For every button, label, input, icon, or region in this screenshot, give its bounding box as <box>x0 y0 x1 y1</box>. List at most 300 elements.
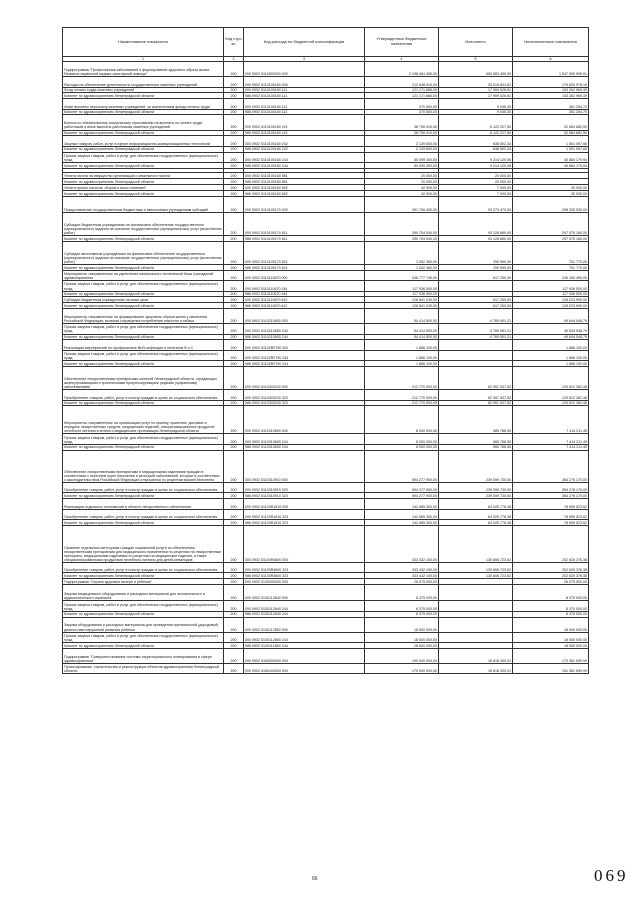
table-row <box>63 632 589 642</box>
row-kbk: 986 0902 5110100160 112 <box>244 109 365 115</box>
table-row <box>63 115 589 130</box>
table-row <box>63 509 589 519</box>
row-kbk: 986 0902 5110100160 119 <box>244 130 365 136</box>
row-kbk: 986 0902 5110310690 244 <box>244 444 365 450</box>
row-kbk: 000 0902 5110210650 000 <box>244 309 365 324</box>
table-row <box>63 212 589 235</box>
row-executed: 585 788,55 <box>439 444 513 450</box>
row-code: 200 <box>224 309 244 324</box>
table-row <box>63 340 589 350</box>
row-code: 200 <box>224 212 244 235</box>
row-name: Прочая закупка товаров, работ и услуг для обеспечения государственных (муниципальных) нужд <box>63 324 224 334</box>
row-kbk: 986 0902 51102R2790 244 <box>244 361 365 367</box>
row-executed: 82 957 637,52 <box>439 390 513 400</box>
row-code: 200 <box>224 632 244 642</box>
row-code: 200 <box>224 196 244 212</box>
row-unexecuted: 78 659 523,62 <box>513 509 589 519</box>
row-code: 200 <box>224 297 244 303</box>
row-name: Расходы на обеспечение деятельности государственных казенных учреждений <box>63 77 224 87</box>
row-unexecuted: 103 262 969,39 <box>513 87 589 93</box>
row-code: 200 <box>224 579 244 585</box>
row-approved: 50 099 300,00 <box>365 152 439 162</box>
row-kbk: 000 0902 51103R1610 323 <box>244 509 365 519</box>
row-name: Закупка медицинского оборудования и расходных материалов для неонатального и аудиологического скрининга <box>63 585 224 601</box>
row-unexecuted: 354 278 170,00 <box>513 450 589 482</box>
table-row <box>63 324 589 334</box>
row-kbk: 000 0902 5160104000 000 <box>244 663 365 673</box>
row-code: 200 <box>224 444 244 450</box>
row-name: Подпрограмма "Профилактика заболеваний и формирование здорового образа жизни. Развитие первичной медико-санитарной помощи" <box>63 62 224 77</box>
row-kbk: 986 0902 51103R1610 323 <box>244 520 365 526</box>
column-number: 2 <box>224 57 244 62</box>
row-unexecuted: 128 223 990,00 <box>513 297 589 303</box>
row-name: Проектирование, строительство и реконструкция объектов здравоохранения Ленинградской области <box>63 663 224 673</box>
row-executed: 9 045,30 <box>439 109 513 115</box>
row-name: Комитет по здравоохранению Ленинградской области <box>63 93 224 99</box>
row-code: 200 <box>224 162 244 168</box>
row-code: 200 <box>224 130 244 136</box>
row-approved: 212 648 910,00 <box>365 77 439 87</box>
table-header-row <box>63 28 589 57</box>
row-unexecuted: 173 381 699,99 <box>513 648 589 663</box>
row-approved: 18 500 000,00 <box>365 617 439 632</box>
row-code: 200 <box>224 350 244 360</box>
row-code: 200 <box>224 236 244 242</box>
row-code: 200 <box>224 303 244 309</box>
row-executed <box>439 340 513 350</box>
row-name: Комитет по здравоохранению Ленинградской области <box>63 291 224 297</box>
row-name: Субсидии бюджетным учреждениям на иные цели <box>63 297 224 303</box>
table-row <box>63 617 589 632</box>
row-code: 200 <box>224 663 244 673</box>
row-approved: 594 277 900,00 <box>365 493 439 499</box>
row-kbk: 000 0902 5110303230 323 <box>244 390 365 400</box>
row-kbk: 000 0902 5130112850 244 <box>244 632 365 642</box>
row-kbk: 986 0902 5130112840 244 <box>244 611 365 617</box>
row-kbk: 000 0902 51102R2790 000 <box>244 340 365 350</box>
row-kbk: 000 0902 5110100160 112 <box>244 99 365 109</box>
row-unexecuted: 7 414 211,45 <box>513 434 589 444</box>
row-unexecuted: 129 812 362,48 <box>513 390 589 400</box>
row-executed: 20 000,00 <box>439 173 513 179</box>
table-row <box>63 563 589 573</box>
row-kbk: 000 0902 5110000000 000 <box>244 62 365 77</box>
row-name: Закупка оборудования и расходных материалов для проведения пренатальной (дородовой) диагностики нарушений развития ребенка <box>63 617 224 632</box>
row-executed: 130 806 723,62 <box>439 573 513 579</box>
row-unexecuted: 1 866 100,00 <box>513 350 589 360</box>
row-unexecuted: 18 500 000,00 <box>513 643 589 649</box>
row-approved: 594 277 900,00 <box>365 450 439 482</box>
row-executed: 93 128 860,00 <box>439 212 513 235</box>
row-name: Комитет по здравоохранению Ленинградской области <box>63 611 224 617</box>
header-unexecuted: Неисполненные назначения <box>513 28 589 57</box>
row-executed: 16 618 300,01 <box>439 663 513 673</box>
row-executed: 93 379 470,00 <box>439 196 513 212</box>
row-executed: 9 214 120,06 <box>439 162 513 168</box>
row-kbk: 986 0902 51103R4600 323 <box>244 573 365 579</box>
row-approved: 54 414 500,00 <box>365 309 439 324</box>
row-code: 200 <box>224 190 244 196</box>
table-row <box>63 77 589 87</box>
row-code: 200 <box>224 563 244 573</box>
table-row <box>63 648 589 663</box>
row-executed: 7 000,00 <box>439 185 513 191</box>
sheet-stamp-number: 069 <box>594 866 629 885</box>
row-code: 200 <box>224 617 244 632</box>
table-row <box>63 406 589 434</box>
row-approved: 18 500 000,00 <box>365 643 439 649</box>
row-executed: 650 863 459,09 <box>439 62 513 77</box>
row-kbk: 000 0902 5130112850 000 <box>244 617 365 632</box>
row-executed: 239 099 730,00 <box>439 493 513 499</box>
row-code: 200 <box>224 270 244 280</box>
row-name: Комитет по здравоохранению Ленинградской области <box>63 643 224 649</box>
row-code: 200 <box>224 520 244 526</box>
row-code: 200 <box>224 62 244 77</box>
row-approved: 594 277 900,00 <box>365 483 439 493</box>
row-executed: 617 250,00 <box>439 303 513 309</box>
row-code: 200 <box>224 136 244 146</box>
row-kbk: 986 0902 5110100160 111 <box>244 93 365 99</box>
row-unexecuted: 151 381 699,99 <box>513 663 589 673</box>
row-approved: 2 139 600,00 <box>365 146 439 152</box>
row-code: 200 <box>224 185 244 191</box>
row-unexecuted: 298 326 930,00 <box>513 196 589 212</box>
table-row <box>63 601 589 611</box>
row-unexecuted: 35 000,00 <box>513 185 589 191</box>
table-row <box>63 367 589 390</box>
row-approved: 212 770 000,00 <box>365 390 439 400</box>
row-kbk: 000 0902 5110100170 621 <box>244 241 365 264</box>
row-executed: 250 590,00 <box>439 265 513 271</box>
row-executed: 4 769 951,21 <box>439 324 513 334</box>
row-name: Иные выплаты персоналу казенных учреждений, за исключением фонда оплаты труда <box>63 99 224 109</box>
row-kbk: 000 0902 5110310690 244 <box>244 434 365 444</box>
row-approved: 54 414 500,00 <box>365 334 439 340</box>
row-executed: 16 618 300,01 <box>439 648 513 663</box>
row-approved: 1 866 100,00 <box>365 350 439 360</box>
row-executed: 250 590,00 <box>439 241 513 264</box>
row-unexecuted: 7 414 211,45 <box>513 444 589 450</box>
row-kbk: 000 0902 5110100160 000 <box>244 77 365 87</box>
row-kbk: 986 0902 5130112850 244 <box>244 643 365 649</box>
row-unexecuted: 40 884 179,94 <box>513 162 589 168</box>
row-executed: 17 909 526,61 <box>439 93 513 99</box>
row-unexecuted: 202 625 376,38 <box>513 563 589 573</box>
row-code: 200 <box>224 173 244 179</box>
row-unexecuted: 32 584 682,50 <box>513 130 589 136</box>
header-kbk: Код расхода по бюджетной классификации <box>244 28 365 57</box>
row-executed: 17 909 526,61 <box>439 87 513 93</box>
row-code: 200 <box>224 281 244 291</box>
row-name: Комитет по здравоохранению Ленинградской области <box>63 303 224 309</box>
row-approved: 390 704 040,00 <box>365 212 439 235</box>
row-kbk: 986 0902 5110210650 244 <box>244 334 365 340</box>
column-number: 3 <box>244 57 365 62</box>
row-name: Комитет по здравоохранению Ленинградской области <box>63 130 224 136</box>
row-approved: 8 000 000,00 <box>365 434 439 444</box>
row-name: Комитет по здравоохранению Ленинградской области <box>63 361 224 367</box>
row-code: 200 <box>224 643 244 649</box>
table-row <box>63 152 589 162</box>
row-executed <box>439 601 513 611</box>
row-approved: 2 139 600,00 <box>365 136 439 146</box>
row-approved: 190 000 000,00 <box>365 648 439 663</box>
row-approved: 117 936 500,00 <box>365 291 439 297</box>
row-name: Комитет по здравоохранению Ленинградской области <box>63 573 224 579</box>
row-name: Мероприятия, направленные на организацию услуг по приему, хранению, доставке и передаче лекарственных средств, медицинских изделий, специализированных продуктов лечебного питания в аптеки и медицинские организации Ленинградской области <box>63 406 224 434</box>
row-approved: 8 000 000,00 <box>365 406 439 434</box>
row-name: Прочая закупка товаров, работ и услуг для обеспечения государственных (муниципальных) нужд <box>63 601 224 611</box>
row-kbk: 986 0902 5110110670 612 <box>244 303 365 309</box>
row-approved: 117 936 500,00 <box>365 281 439 291</box>
row-kbk: 000 0902 5110310910 323 <box>244 483 365 493</box>
row-executed: 64 025 776,38 <box>439 509 513 519</box>
row-unexecuted: 32 584 682,50 <box>513 115 589 130</box>
row-approved: 50 099 300,00 <box>365 162 439 168</box>
row-approved: 370 500,00 <box>365 99 439 109</box>
row-code: 200 <box>224 99 244 109</box>
row-kbk: 986 0902 5110100160 244 <box>244 162 365 168</box>
column-number: 6 <box>513 57 589 62</box>
row-unexecuted: 297 575 180,00 <box>513 236 589 242</box>
row-kbk: 000 0902 5110100160 852 <box>244 185 365 191</box>
row-name: Комитет по здравоохранению Ленинградской области <box>63 493 224 499</box>
row-executed: 638 502,34 <box>439 146 513 152</box>
row-unexecuted: 78 659 523,62 <box>513 499 589 509</box>
row-executed: 33 019 831,81 <box>439 77 513 87</box>
row-approved: 142 685 300,00 <box>365 520 439 526</box>
row-name: Субсидии бюджетным учреждениям на финансовое обеспечение государственного (муниципального) задания на оказание государственных (муниципальных) услуг (выполнение работ) <box>63 212 224 235</box>
table-row <box>63 350 589 360</box>
row-approved: 26 075 000,00 <box>365 579 439 585</box>
row-approved: 38 706 910,00 <box>365 115 439 130</box>
row-executed: 6 122 227,50 <box>439 130 513 136</box>
row-name: Подпрограмма "Охрана здоровья матери и ребенка" <box>63 579 224 585</box>
row-code: 200 <box>224 324 244 334</box>
row-approved: 170 000 000,00 <box>365 663 439 673</box>
row-kbk: 000 0902 5130112840 000 <box>244 585 365 601</box>
row-approved: 1 002 360,00 <box>365 265 439 271</box>
row-unexecuted: 297 575 180,00 <box>513 212 589 235</box>
row-code: 200 <box>224 450 244 482</box>
row-approved: 142 685 300,00 <box>365 499 439 509</box>
row-code: 200 <box>224 115 244 130</box>
row-kbk: 000 0902 5110100170 611 <box>244 212 365 235</box>
row-executed: 9 045,30 <box>439 99 513 109</box>
row-name: Приобретение товаров, работ, услуг в пользу граждан в целях их социального обеспечения <box>63 563 224 573</box>
row-kbk: 000 0902 5110310910 000 <box>244 450 365 482</box>
row-approved: 42 000,00 <box>365 185 439 191</box>
row-approved: 20 000,00 <box>365 179 439 185</box>
row-executed <box>439 632 513 642</box>
row-code: 200 <box>224 265 244 271</box>
row-code: 200 <box>224 334 244 340</box>
row-approved: 212 770 000,00 <box>365 400 439 406</box>
column-number: 5 <box>439 57 513 62</box>
table-row <box>63 309 589 324</box>
row-approved: 370 500,00 <box>365 109 439 115</box>
row-name: Мероприятия, направленные на формирование здорового образа жизни у населения Российской Федерации, включая сокращение потребления алкоголя и табака <box>63 309 224 324</box>
row-kbk: 000 0902 5110110670 612 <box>244 297 365 303</box>
table-row <box>63 196 589 212</box>
table-row <box>63 136 589 146</box>
row-approved: 1 002 360,00 <box>365 241 439 264</box>
row-executed: 617 250,00 <box>439 270 513 280</box>
row-name: Обеспечение лекарственными препаратами жителей Ленинградской области, страдающих жизнеугрожающими и хроническими прогрессирующими редкими (орфанными) заболеваниями <box>63 367 224 390</box>
row-kbk: 000 0902 51102R2790 244 <box>244 350 365 360</box>
row-name: Комитет по здравоохранению Ленинградской области <box>63 162 224 168</box>
row-code: 200 <box>224 390 244 400</box>
row-name: Комитет по здравоохранению Ленинградской области <box>63 190 224 196</box>
row-kbk: 986 0902 5110303230 323 <box>244 400 365 406</box>
row-approved: 2 198 464 455,00 <box>365 62 439 77</box>
row-code: 200 <box>224 361 244 367</box>
row-code: 200 <box>224 241 244 264</box>
row-unexecuted: 179 629 078,19 <box>513 77 589 87</box>
row-unexecuted: 49 644 548,79 <box>513 309 589 324</box>
row-kbk: 000 0902 5110100160 242 <box>244 136 365 146</box>
row-kbk: 000 0902 5130000000 000 <box>244 579 365 585</box>
row-name: Взносы по обязательному социальному страхованию на выплаты по оплате труда работников и иные выплаты работникам казенных учреждений <box>63 115 224 130</box>
row-name: Комитет по здравоохранению Ленинградской области <box>63 236 224 242</box>
table-row <box>63 99 589 109</box>
row-name: Прочая закупка товаров, работ и услуг для обеспечения государственных (муниципальных) нужд <box>63 434 224 444</box>
row-kbk: 000 0902 5110100160 119 <box>244 115 365 130</box>
row-name: Подпрограмма "Совершенствование системы территориального планирования в сфере здравоохранения" <box>63 648 224 663</box>
row-executed: 82 957 637,52 <box>439 400 513 406</box>
row-unexecuted: 103 262 969,39 <box>513 93 589 99</box>
row-kbk: 000 0902 5110100160 851 <box>244 173 365 179</box>
row-code: 200 <box>224 483 244 493</box>
row-code: 200 <box>224 152 244 162</box>
row-unexecuted: 8 375 000,00 <box>513 611 589 617</box>
row-name: Прочая закупка товаров, работ и услуг для обеспечения государственных (муниципальных) нужд <box>63 152 224 162</box>
row-unexecuted: 1 501 097,66 <box>513 136 589 146</box>
row-approved: 333 432 100,00 <box>365 525 439 562</box>
row-code: 200 <box>224 179 244 185</box>
row-approved: 1 866 100,00 <box>365 340 439 350</box>
row-code: 200 <box>224 648 244 663</box>
row-unexecuted: 1 547 590 995,91 <box>513 62 589 77</box>
row-executed <box>439 617 513 632</box>
row-kbk: 986 0902 5110100160 851 <box>244 179 365 185</box>
row-code: 200 <box>224 573 244 579</box>
row-kbk: 986 0902 5110100160 242 <box>244 146 365 152</box>
row-name: Уплата прочих налогов, сборов и иных платежей <box>63 185 224 191</box>
row-executed <box>439 585 513 601</box>
row-name: Реализация мероприятий по профилактике ВИЧ-инфекции и гепатитов В и С <box>63 340 224 350</box>
row-code: 200 <box>224 585 244 601</box>
row-kbk: 986 0902 5110100160 852 <box>244 190 365 196</box>
row-kbk: 986 0902 5110100170 621 <box>244 265 365 271</box>
row-executed: 239 099 730,00 <box>439 450 513 482</box>
row-name: Уплата налога на имущество организаций и земельного налога <box>63 173 224 179</box>
row-unexecuted: 117 936 500,00 <box>513 291 589 297</box>
row-name: Мероприятия, направленные на укрепление материально-технической базы учреждений здравоохранения <box>63 270 224 280</box>
row-code: 200 <box>224 525 244 562</box>
row-unexecuted: 7 414 211,45 <box>513 406 589 434</box>
row-executed: 64 025 776,38 <box>439 520 513 526</box>
row-name: Комитет по здравоохранению Ленинградской области <box>63 109 224 115</box>
row-code: 200 <box>224 109 244 115</box>
row-kbk: 986 0902 5110310910 323 <box>244 493 365 499</box>
row-unexecuted: 8 375 000,00 <box>513 601 589 611</box>
row-unexecuted: 751 770,00 <box>513 265 589 271</box>
row-kbk: 000 0902 5110100160 244 <box>244 152 365 162</box>
row-approved: 390 704 040,00 <box>365 236 439 242</box>
row-approved: 42 000,00 <box>365 190 439 196</box>
row-approved: 38 706 910,00 <box>365 130 439 136</box>
page-number: 66 <box>312 876 318 882</box>
row-executed: 64 025 776,38 <box>439 499 513 509</box>
row-unexecuted: 8 375 000,00 <box>513 585 589 601</box>
row-kbk: 000 0902 5130112840 244 <box>244 601 365 611</box>
row-executed: 4 769 951,21 <box>439 334 513 340</box>
row-name: Реализация отдельных полномочий в области лекарственного обеспечения <box>63 499 224 509</box>
column-number: 1 <box>63 57 224 62</box>
row-name: Предоставление государственным бюджетным и автономным учреждениям субсидий <box>63 196 224 212</box>
row-name: Оказание отдельным категориям граждан социальной услуги по обеспечению лекарственными препаратами для медицинского применения по рецептам на лекарственные препараты, медицинскими изделиями по рецептам на медицинские изделия, а также специализированными продуктами лечебного питания для детей-инвалидов <box>63 525 224 562</box>
row-name: Комитет по здравоохранению Ленинградской области <box>63 520 224 526</box>
table-row <box>63 450 589 482</box>
row-unexecuted: 18 500 000,00 <box>513 632 589 642</box>
row-approved: 20 000,00 <box>365 173 439 179</box>
row-unexecuted: 128 223 990,00 <box>513 303 589 309</box>
row-name: Субсидии автономным учреждениям на финансовое обеспечение государственного (муниципального) задания на оказание государственных (муниципальных) услуг (выполнение работ) <box>63 241 224 264</box>
row-approved: 212 770 000,00 <box>365 367 439 390</box>
row-unexecuted: 202 625 376,38 <box>513 525 589 562</box>
row-executed: 9 214 120,06 <box>439 152 513 162</box>
row-approved: 128 841 240,00 <box>365 297 439 303</box>
row-unexecuted: 1 866 100,00 <box>513 340 589 350</box>
row-approved: 121 171 866,00 <box>365 93 439 99</box>
column-number: 4 <box>365 57 439 62</box>
table-row <box>63 270 589 280</box>
budget-table <box>62 27 589 674</box>
row-code: 200 <box>224 93 244 99</box>
table-row <box>63 525 589 562</box>
row-code: 200 <box>224 611 244 617</box>
row-name: Комитет по здравоохранению Ленинградской области <box>63 146 224 152</box>
row-code: 200 <box>224 367 244 390</box>
table-row <box>63 281 589 291</box>
row-kbk: 986 0902 5110110670 244 <box>244 291 365 297</box>
row-kbk: 000 0902 51103R1610 000 <box>244 499 365 509</box>
row-approved: 8 000 000,00 <box>365 444 439 450</box>
row-unexecuted: 26 075 000,00 <box>513 579 589 585</box>
row-executed: 130 806 723,62 <box>439 525 513 562</box>
table-body <box>63 62 589 674</box>
row-approved: 18 500 000,00 <box>365 632 439 642</box>
table-row <box>63 483 589 493</box>
row-code: 200 <box>224 509 244 519</box>
row-code: 200 <box>224 400 244 406</box>
row-kbk: 000 0902 5110110670 244 <box>244 281 365 291</box>
header-executed: Исполнено <box>439 28 513 57</box>
row-unexecuted: 361 254,70 <box>513 109 589 115</box>
row-unexecuted: 49 644 548,79 <box>513 334 589 340</box>
table-row <box>63 62 589 77</box>
row-unexecuted: 751 770,00 <box>513 241 589 264</box>
table-row <box>63 499 589 509</box>
row-executed: 585 788,55 <box>439 434 513 444</box>
row-unexecuted: 129 812 362,48 <box>513 400 589 406</box>
row-name: Комитет по здравоохранению Ленинградской области <box>63 444 224 450</box>
row-executed <box>439 350 513 360</box>
row-name: Приобретение товаров, работ, услуг в пользу граждан в целях их социального обеспечения <box>63 483 224 493</box>
row-approved: 8 375 000,00 <box>365 585 439 601</box>
